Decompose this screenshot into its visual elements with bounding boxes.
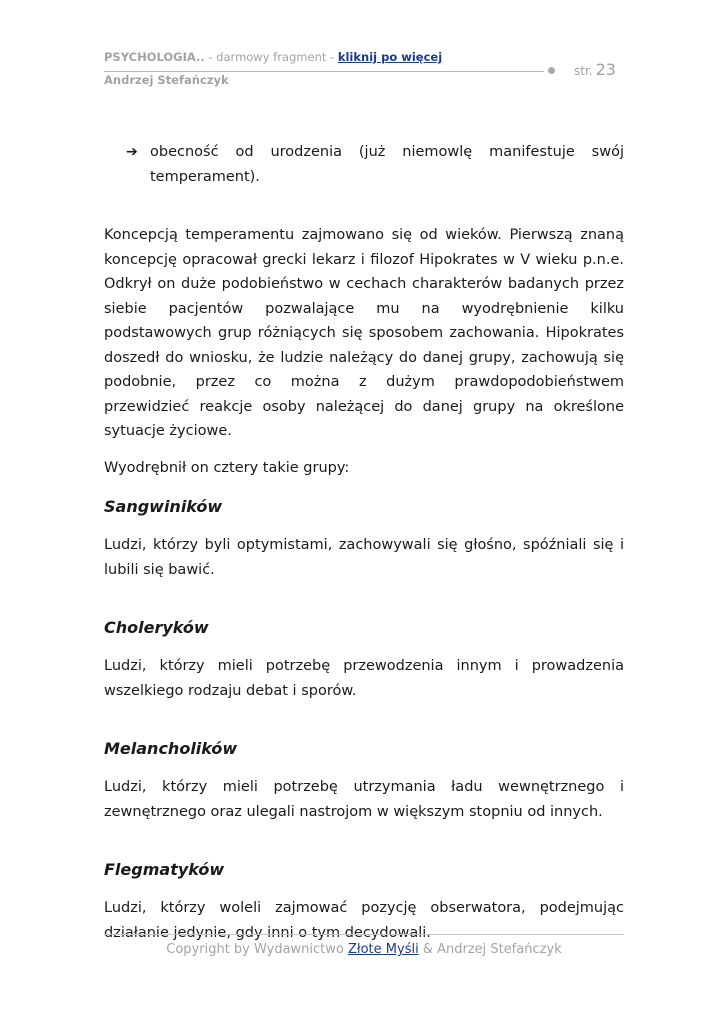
page-header <box>104 50 624 100</box>
header-author: Andrzej Stefańczyk <box>104 73 229 87</box>
copyright-suffix: & Andrzej Stefańczyk <box>418 942 562 957</box>
page-indicator <box>574 60 616 79</box>
description-flegmatykow: Ludzi, którzy woleli zajmować pozycję obserwatora, podejmując działanie jedynie, gdy inni o tym decydowali. <box>104 900 624 941</box>
header-separator: - darmowy fragment - <box>204 50 338 64</box>
copyright-prefix: Copyright by Wydawnictwo <box>166 942 348 957</box>
more-link[interactable]: kliknij po więcej <box>337 50 443 64</box>
bullet-text: obecność od urodzenia (już niemowlę manifestuje swój temperament). <box>150 144 624 185</box>
arrow-right-icon: ➔ <box>126 144 138 160</box>
bullet-item <box>126 140 624 189</box>
copyright-line <box>104 942 624 957</box>
page-label: str. <box>574 64 593 78</box>
description-sangwinikow: Ludzi, którzy byli optymistami, zachowywali się głośno, spóźniali się i lubili się bawić. <box>104 537 624 578</box>
footer-rule <box>104 934 624 935</box>
page-content <box>104 140 624 945</box>
list-intro-paragraph: Wyodrębnił on cztery takie grupy: <box>104 459 350 476</box>
heading-melancholikow: Melancholików <box>104 739 238 758</box>
header-rule <box>104 71 544 72</box>
intro-paragraph: Koncepcją temperamentu zajmowano się od wieków. Pierwszą znaną koncepcję opracował grecki lekarz i filozof Hipokrates w V wieku p.n.e. Odkrył on duże podobieństwo w cechach charakterów badanych przez siebie pacjentów pozwalające mu na wyodrębnienie kilku podstawowych grup różniących się sposobem zachowania. Hipokrates doszedł do wniosku, że ludzie należący do danej grupy, zachowują się podobnie, przez co można z dużym prawdopodobieństwem przewidzieć reakcje osoby należącej do danej grupy na określone sytuacje życiowe. <box>104 227 624 439</box>
heading-flegmatykow: Flegmatyków <box>104 860 225 879</box>
book-title: PSYCHOLOGIA.. <box>104 50 205 64</box>
description-cholerykow: Ludzi, którzy mieli potrzebę przewodzenia innym i prowadzenia wszelkiego rodzaju debat i sporów. <box>104 658 624 699</box>
page-footer <box>104 934 624 957</box>
heading-cholerykow: Choleryków <box>104 618 209 637</box>
heading-sangwinikow: Sangwiników <box>104 497 223 516</box>
description-melancholikow: Ludzi, którzy mieli potrzebę utrzymania ładu wewnętrznego i zewnętrznego oraz ulegali nastrojom w większym stopniu od innych. <box>104 779 624 820</box>
header-title-line <box>104 50 442 64</box>
page-number: 23 <box>595 60 616 79</box>
publisher-link[interactable]: Złote Myśli <box>348 942 419 957</box>
bullet-dot-icon <box>548 67 555 74</box>
